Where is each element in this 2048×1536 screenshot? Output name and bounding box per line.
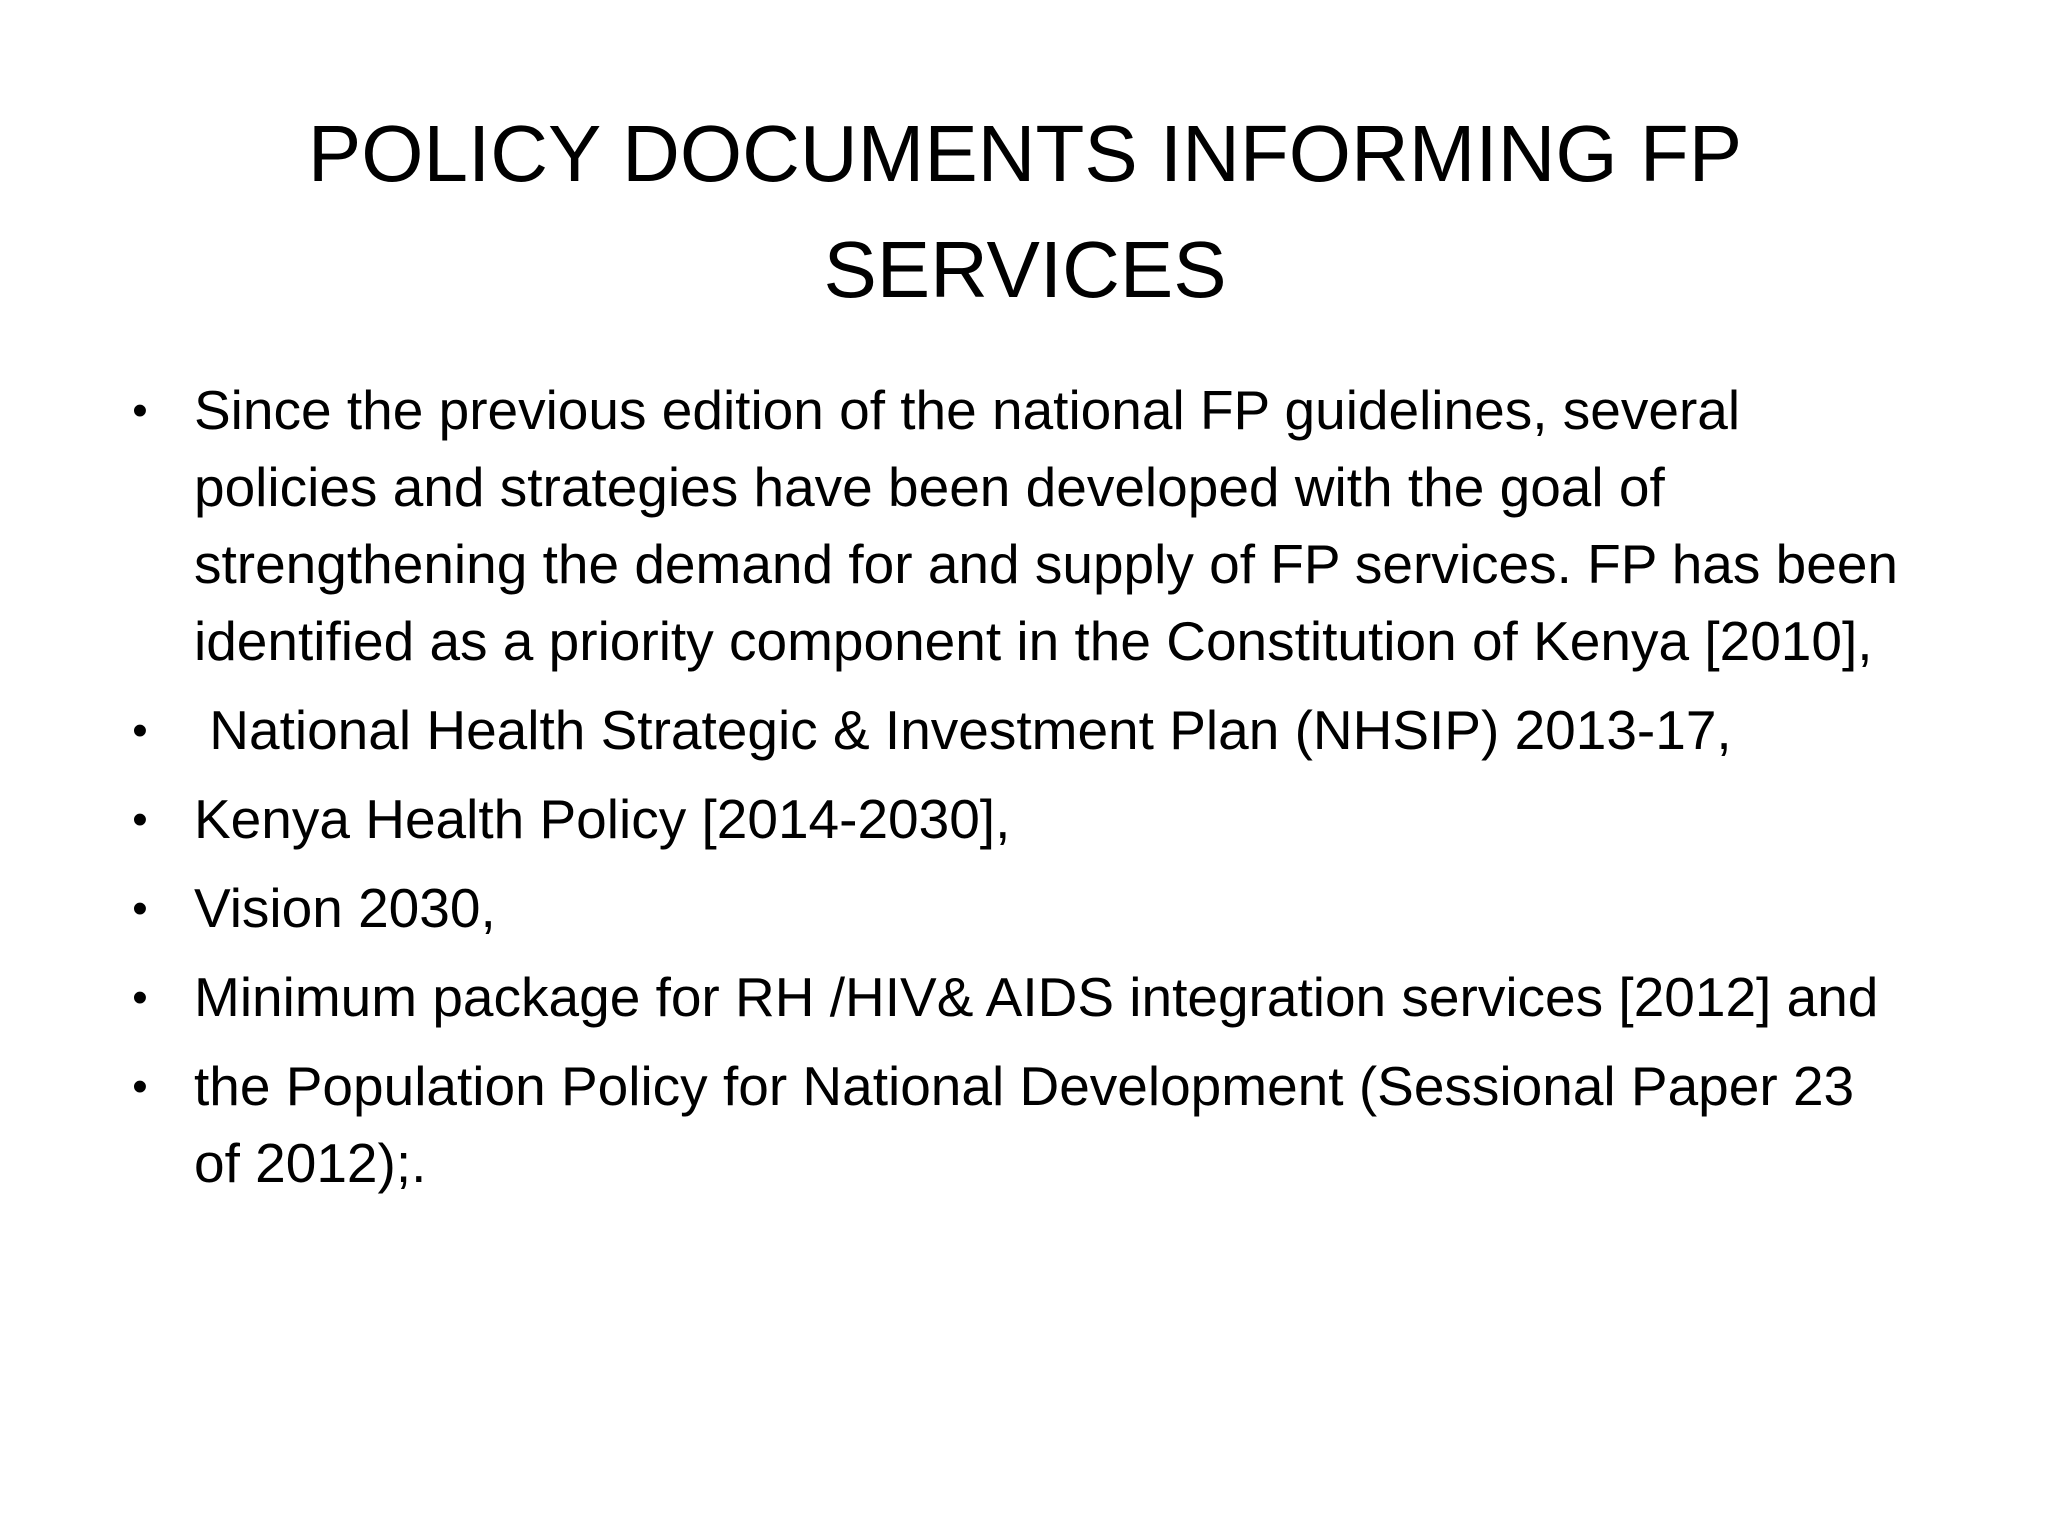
bullet-text: National Health Strategic & Investment Plan (NHSIP) 2013-17, xyxy=(194,699,1732,761)
bullet-dot-icon: • xyxy=(132,386,148,435)
bullet-dot-icon: • xyxy=(132,706,148,755)
bullet-text: Kenya Health Policy [2014-2030], xyxy=(194,788,1011,850)
bullet-item xyxy=(120,1048,1900,1202)
bullet-dot-icon: • xyxy=(132,973,148,1022)
bullet-text: the Population Policy for National Development (Sessional Paper 23 of 2012);. xyxy=(194,1055,1855,1194)
bullet-item xyxy=(120,959,1900,1036)
slide-title-line-1: POLICY DOCUMENTS INFORMING FP xyxy=(307,109,1743,198)
bullet-item xyxy=(120,870,1900,947)
bullet-list xyxy=(120,372,1900,1214)
bullet-text: Minimum package for RH /HIV& AIDS integration services [2012] and xyxy=(194,966,1879,1028)
bullet-dot-icon: • xyxy=(132,1062,148,1111)
bullet-dot-icon: • xyxy=(132,884,148,933)
bullet-item xyxy=(120,781,1900,858)
bullet-text: Since the previous edition of the national FP guidelines, several policies and strategies have been developed with the goal of strengthening the demand for and supply of FP services. FP has been identified as a priority component in the Constitution of Kenya [2010], xyxy=(194,379,1899,672)
bullet-text: Vision 2030, xyxy=(194,877,496,939)
bullet-item xyxy=(120,692,1900,769)
slide-title-line-2: SERVICES xyxy=(823,225,1227,314)
slide-title xyxy=(150,96,1900,328)
bullet-item xyxy=(120,372,1900,680)
bullet-dot-icon: • xyxy=(132,795,148,844)
